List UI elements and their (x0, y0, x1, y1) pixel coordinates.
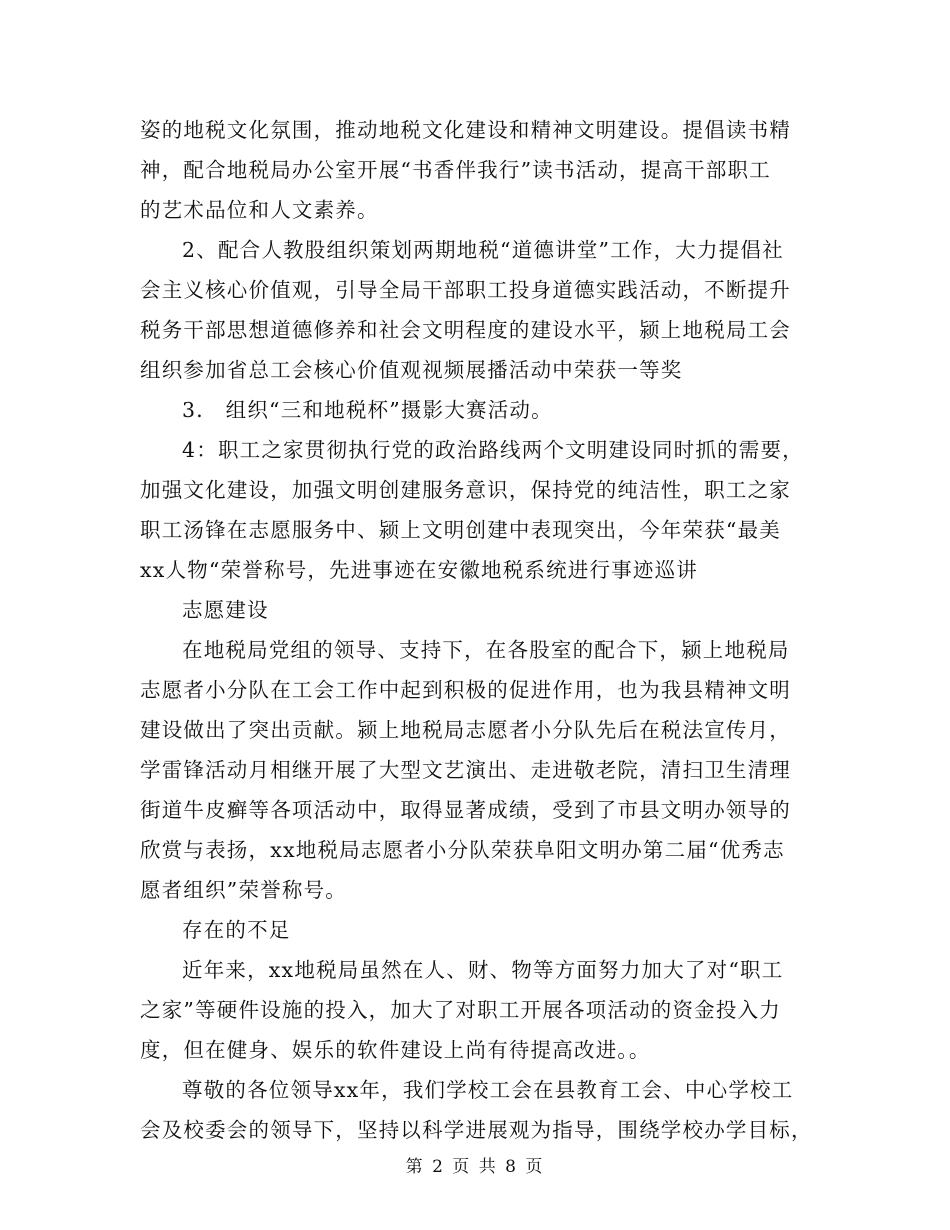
text-line: 欣赏与表扬，xx地税局志愿者小分队荣获阜阳文明办第二届“优秀志 (140, 838, 785, 862)
text-line: 职工汤锋在志愿服务中、颍上文明创建中表现突出，今年荣获“最美 (140, 518, 781, 542)
text-line: 会及校委会的领导下，坚持以科学进展观为指导，围绕学校办学目标， (140, 1118, 813, 1142)
text-line: 2、配合人教股组织策划两期地税“道德讲堂”工作，大力提倡社 (182, 238, 784, 262)
text-line: 存在的不足 (182, 918, 291, 942)
page-footer: 第 2 页 共 8 页 (405, 1157, 545, 1177)
text-line: 近年来，xx地税局虽然在人、财、物等方面努力加大了对“职工 (182, 958, 784, 982)
text-line: 尊敬的各位领导xx年，我们学校工会在县教育工会、中心学校工 (182, 1078, 794, 1102)
text-line: 4：职工之家贯彻执行党的政治路线两个文明建设同时抓的需要， (182, 438, 804, 462)
text-line: 街道牛皮癣等各项活动中，取得显著成绩，受到了市县文明办领导的 (140, 798, 791, 822)
text-line: 3． 组织“三和地税杯”摄影大赛活动。 (182, 398, 553, 422)
text-line: 志愿建设 (182, 598, 269, 622)
document-body (140, 110, 816, 1150)
text-line: 愿者组织”荣誉称号。 (140, 878, 347, 902)
text-line: 的艺术品位和人文素养。 (140, 198, 379, 222)
text-line: 度，但在健身、娱乐的软件建设上尚有待提高改进。。 (140, 1038, 651, 1062)
text-line: 在地税局党组的领导、支持下，在各股室的配合下，颍上地税局 (182, 638, 790, 662)
text-line: 组织参加省总工会核心价值观视频展播活动中荣获一等奖 (140, 358, 683, 382)
text-line: 加强文化建设，加强文明创建服务意识，保持党的纯洁性，职工之家 (140, 478, 791, 502)
text-line: 建设做出了突出贡献。颍上地税局志愿者小分队先后在税法宣传月， (140, 718, 791, 742)
text-line: 会主义核心价值观，引导全局干部职工投身道德实践活动，不断提升 (140, 278, 791, 302)
text-line: 税务干部思想道德修养和社会文明程度的建设水平，颍上地税局工会 (140, 318, 791, 342)
text-line: xx人物“荣誉称号，先进事迹在安徽地税系统进行事迹巡讲 (140, 558, 699, 582)
text-line: 之家”等硬件设施的投入，加大了对职工开展各项活动的资金投入力 (140, 998, 781, 1022)
text-line: 志愿者小分队在工会工作中起到积极的促进作用，也为我县精神文明 (140, 678, 791, 702)
text-line: 神，配合地税局办公室开展“书香伴我行”读书活动，提高干部职工 (140, 158, 771, 182)
text-line: 学雷锋活动月相继开展了大型文艺演出、走进敬老院，清扫卫生清理 (140, 758, 791, 782)
text-line: 姿的地税文化氛围，推动地税文化建设和精神文明建设。提倡读书精 (140, 118, 791, 142)
